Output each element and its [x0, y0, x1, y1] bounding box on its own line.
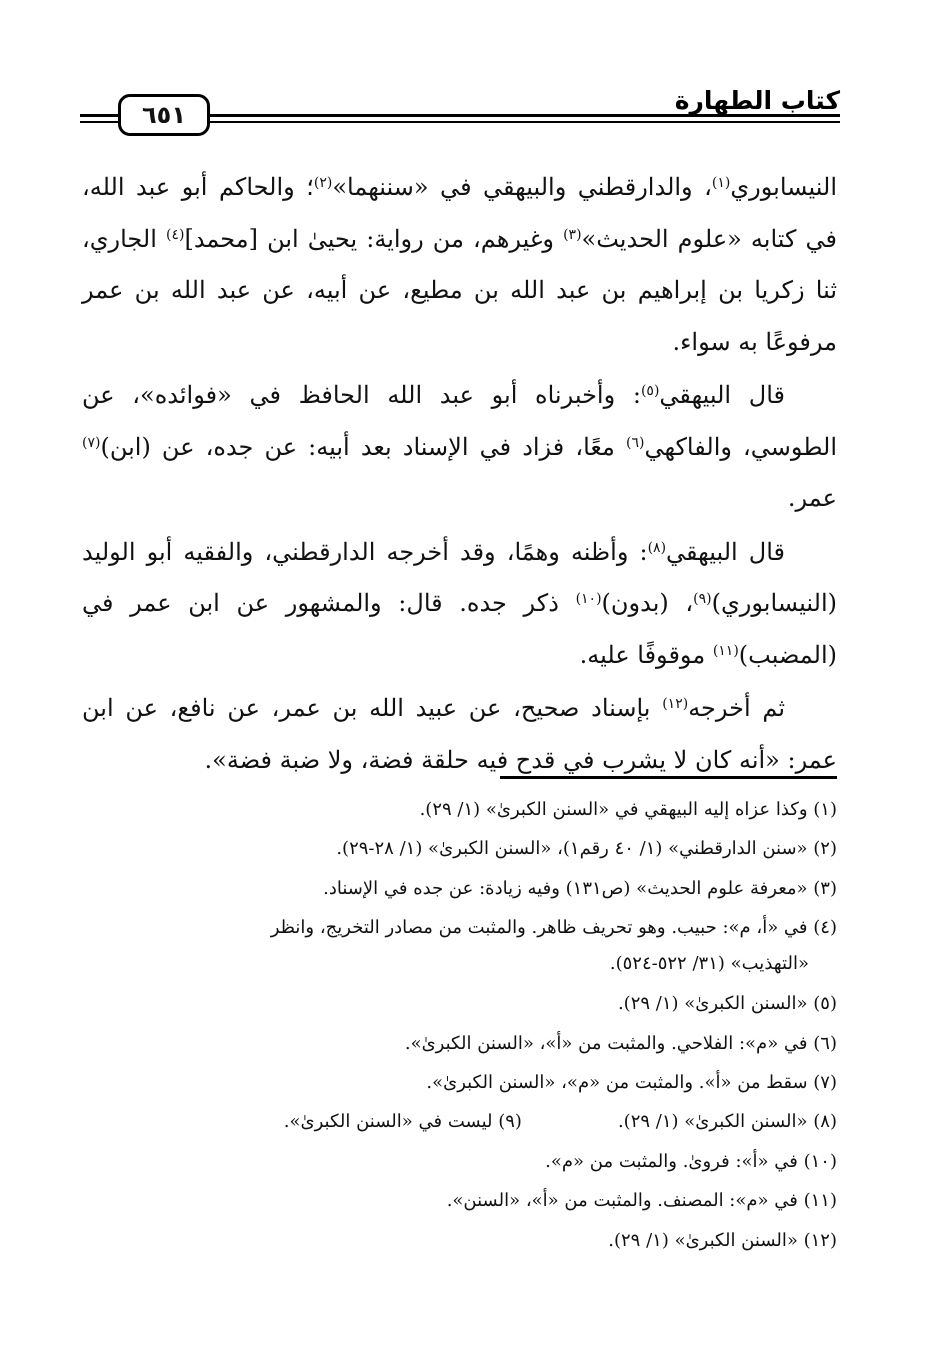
text-run: : وأخبرناه أبو عبد الله الحافظ في «فوائده»، عن الطوسي، والفاكهي: [82, 381, 837, 461]
chapter-title: كتاب الطهارة: [674, 86, 840, 115]
footnote-ref-9: (٩): [693, 591, 712, 607]
footnote-ref-5: (٥): [640, 383, 660, 399]
page-number: ٦٥١: [142, 101, 186, 129]
text-run: معًا، فزاد في الإسناد بعد أبيه: عن جده، عن (ابن): [100, 432, 626, 461]
footnote-ref-3: (٣): [563, 226, 582, 243]
paragraph-1: [82, 162, 837, 368]
footnote-9: (٩) ليست في «السنن الكبرىٰ».: [283, 1111, 522, 1133]
footnote-8: (٨) «السنن الكبرىٰ» (١/ ٢٩).: [617, 1111, 837, 1133]
footnote-4: [82, 908, 837, 984]
page-header: [80, 70, 840, 134]
footnote-2: (٢) «سنن الدارقطني» (١/ ٤٠ رقم١)، «السنن الكبرىٰ» (١/ ٢٨-٢٩).: [336, 838, 837, 860]
footnote-5: (٥) «السنن الكبرىٰ» (١/ ٢٩).: [617, 993, 837, 1015]
footnote-ref-10: (١٠): [575, 591, 602, 607]
text-run: ، والدارقطني والبيهقي في «سننهما»: [332, 173, 712, 201]
paragraph-2: [82, 370, 837, 525]
text-run: النيسابوري: [730, 173, 837, 201]
footnote-ref-1: (١): [711, 175, 731, 191]
footnote-3: (٣) «معرفة علوم الحديث» (ص١٣١) وفيه زيادة: عن جده في الإسناد.: [323, 877, 837, 899]
footnote-ref-6: (٦): [625, 434, 645, 451]
footnote-ref-8: (٨): [647, 539, 667, 556]
footnote-row-8-9: [82, 1102, 837, 1141]
footnote-ref-2: (٢): [313, 175, 333, 191]
footnote-1: (١) وكذا عزاه إليه البيهقي في «السنن الكبرىٰ» (١/ ٢٩).: [419, 799, 837, 820]
text-run: وغيرهم، من رواية: يحيىٰ ابن [محمد]: [184, 224, 564, 253]
footnote-4-line-2: «التهذيب» (٣١/ ٥٢٢-٥٢٤).: [609, 953, 809, 975]
text-run: ، (بدون): [601, 589, 694, 617]
footnote-ref-12: (١٢): [662, 696, 689, 712]
footnote-4-line-1: (٤) في «أ، م»: حبيب. وهو تحريف ظاهر. والمثبت من مصادر التخريج، وانظر: [270, 917, 837, 939]
text-run: الجاري، ثنا زكريا بن إبراهيم بن عبد الله بن مطيع، عن أبيه، عن عبد الله بن عمر مرفوعًا به سواء.: [82, 224, 838, 356]
footnote-7: (٧) سقط من «أ». والمثبت من «م»، «السنن الكبرىٰ».: [426, 1072, 837, 1094]
main-text: [82, 162, 837, 788]
footnote-12: (١٢) «السنن الكبرىٰ» (١/ ٢٩).: [608, 1229, 837, 1251]
text-run: موقوفًا عليه.: [579, 640, 713, 669]
footnote-ref-7: (٧): [82, 434, 101, 451]
footnote-ref-11: (١١): [712, 642, 739, 659]
footnote-separator: [500, 776, 837, 779]
footnote-11: (١١) في «م»: المصنف. والمثبت من «أ»، «السنن».: [446, 1190, 837, 1212]
footnotes: [82, 790, 837, 1260]
text-run: ذكر جده. قال: والمشهور عن ابن عمر في (المضبب): [82, 589, 837, 669]
text-run: : وأظنه وهمًا، وقد أخرجه الدارقطني، والفقيه أبو الوليد (النيسابوري): [82, 537, 838, 617]
text-run: قال البيهقي: [666, 537, 785, 566]
paragraph-3: [82, 527, 837, 682]
page-number-frame: [118, 94, 210, 136]
text-run: ؛ والحاكم أبو عبد الله، في كتابه «علوم الحديث»: [82, 173, 837, 253]
text-run: ثم أخرجه: [688, 694, 785, 722]
text-run: قال البيهقي: [659, 381, 785, 409]
footnote-10: (١٠) في «أ»: فروىٰ. والمثبت من «م».: [545, 1150, 837, 1172]
footnote-6: (٦) في «م»: الفلاحي. والمثبت من «أ»، «السنن الكبرىٰ».: [404, 1032, 837, 1054]
paragraph-4: [82, 683, 837, 786]
footnote-ref-4: (٤): [165, 226, 185, 243]
text-run: عمر.: [787, 484, 837, 512]
text-run: بإسناد صحيح، عن عبيد الله بن عمر، عن نافع، عن ابن عمر: «أنه كان لا يشرب في قدح فيه حلقة فضة، ولا ضبة فضة».: [82, 694, 837, 774]
